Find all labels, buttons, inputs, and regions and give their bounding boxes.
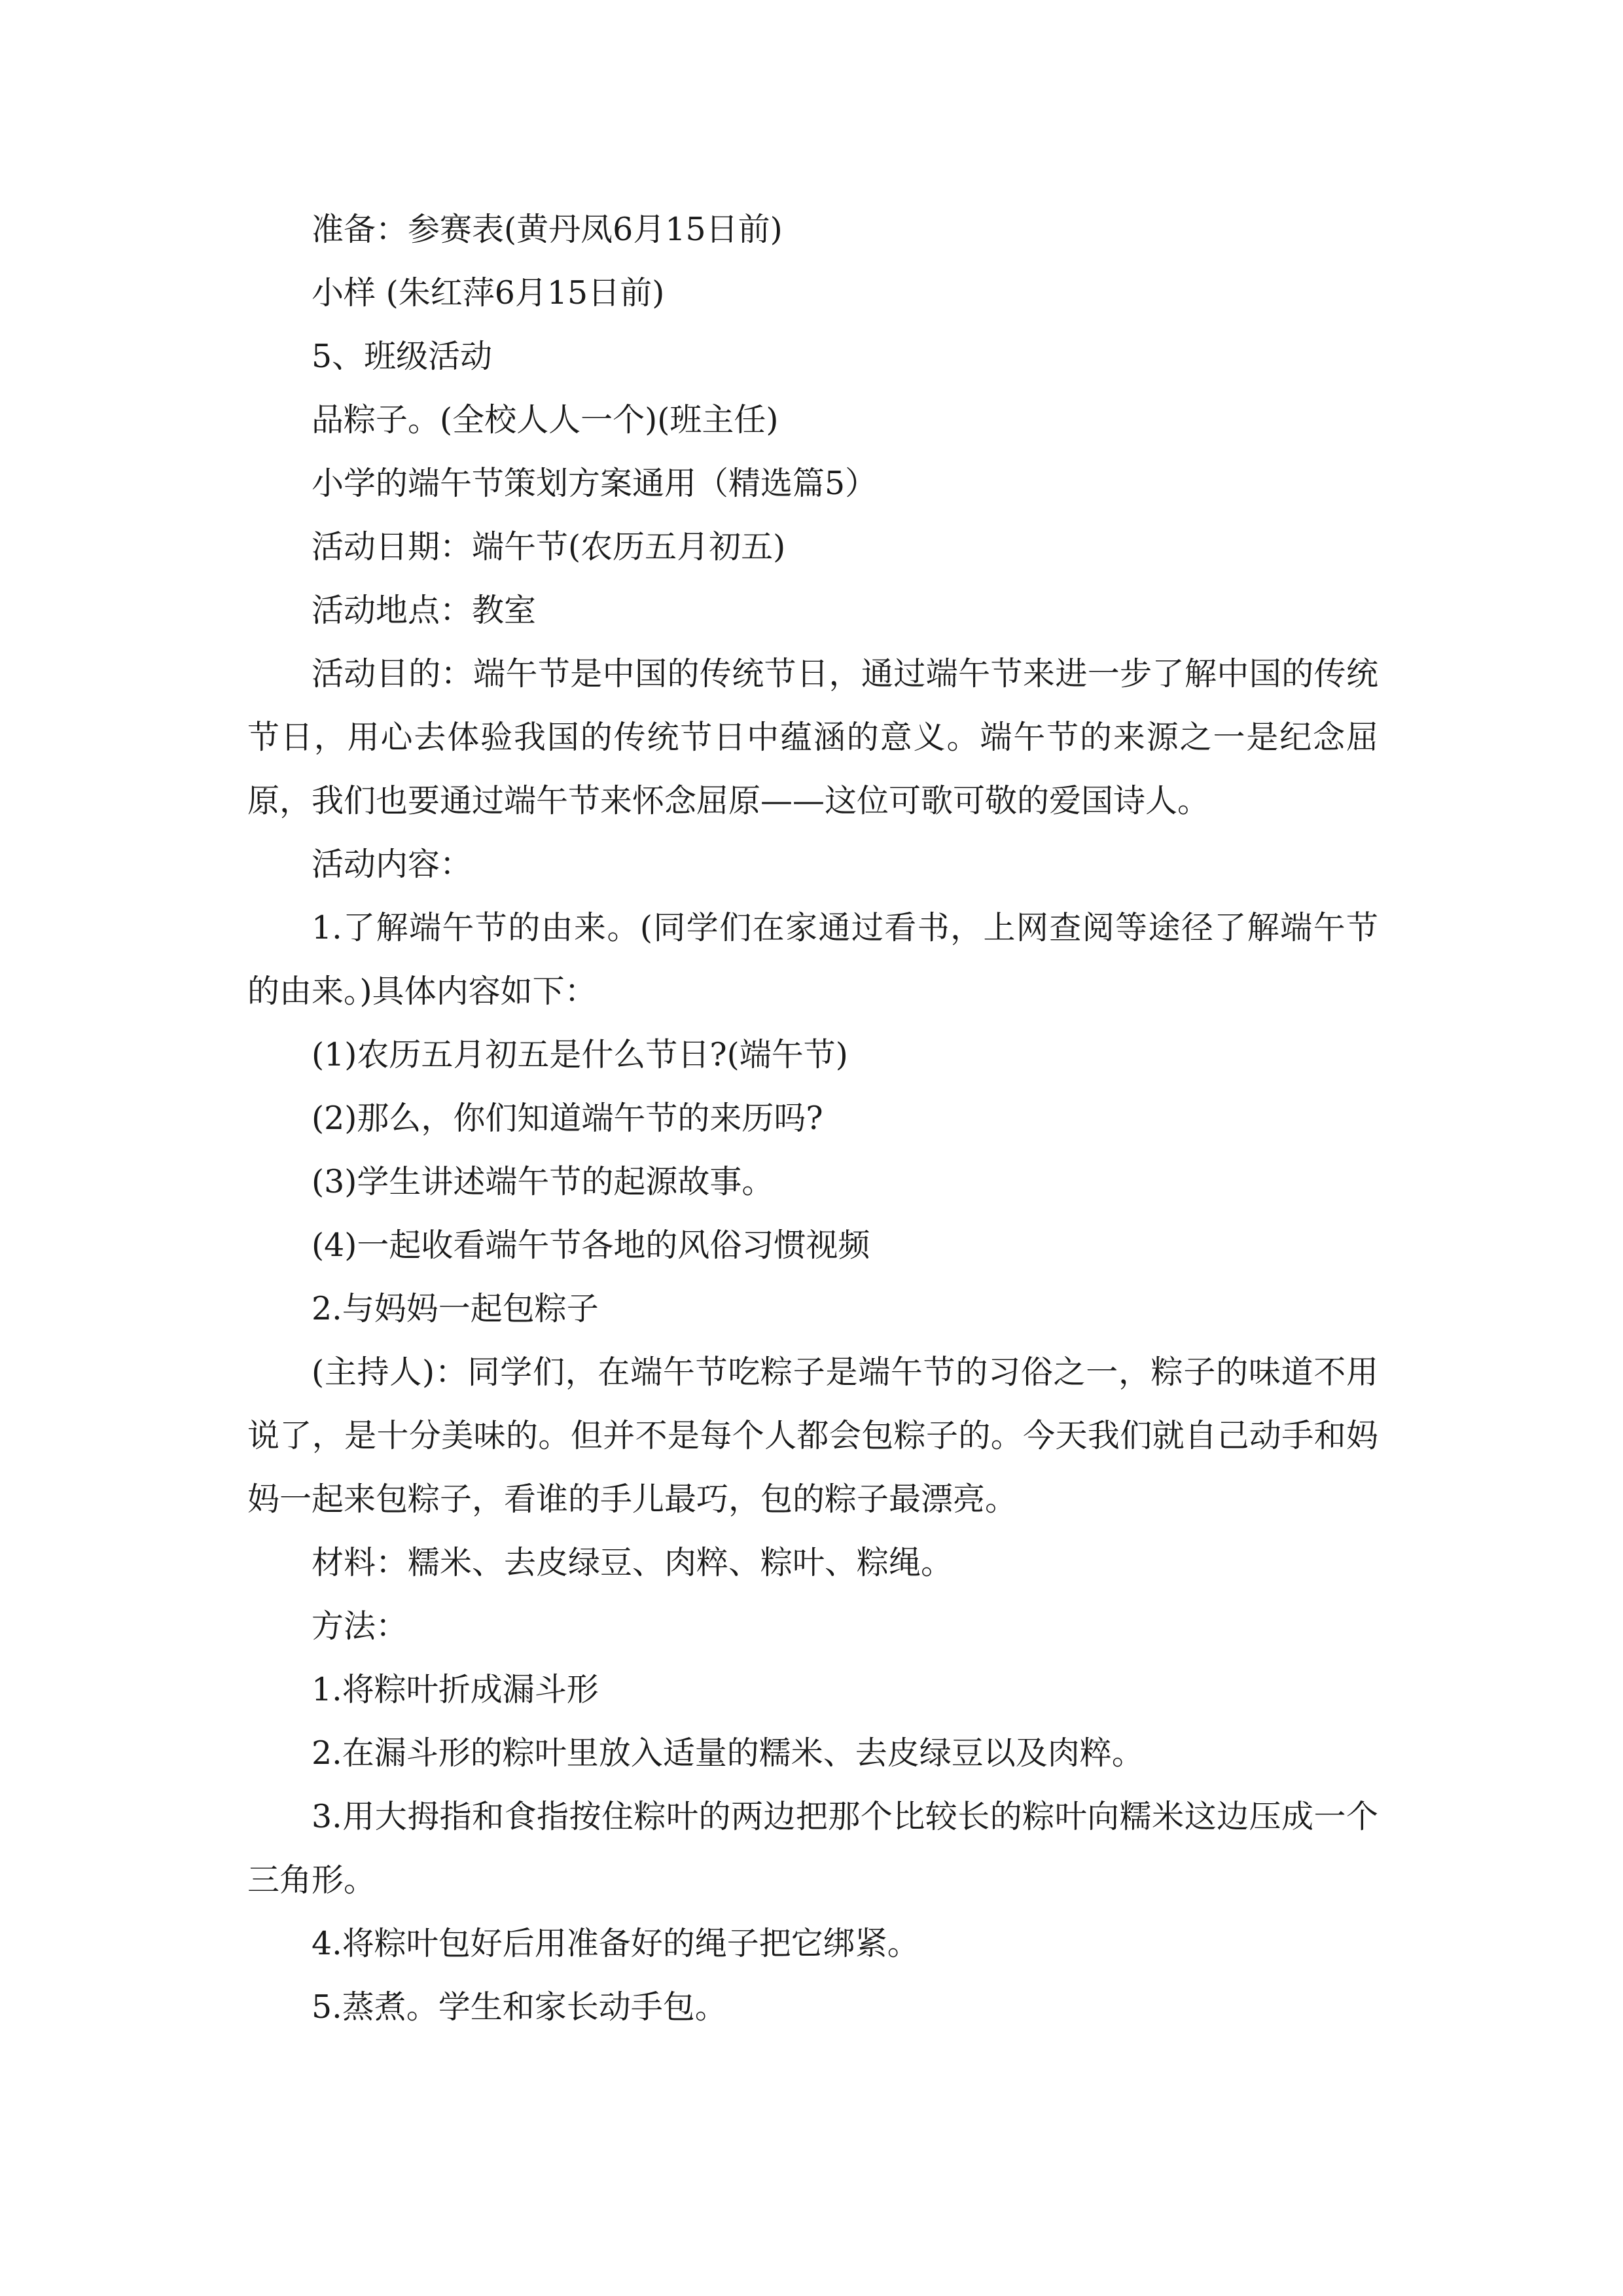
paragraph-class-activity: 5、班级活动 bbox=[312, 338, 493, 375]
paragraph-materials: 材料：糯米、去皮绿豆、肉粹、粽叶、粽绳。 bbox=[312, 1544, 954, 1581]
document-body bbox=[247, 198, 1378, 2039]
list-item: 4.将粽叶包好后用准备好的绳子把它绑紧。 bbox=[312, 1925, 919, 1962]
list-item: (2)那么，你们知道端午节的来历吗? bbox=[312, 1100, 823, 1137]
list-item: (3)学生讲述端午节的起源故事。 bbox=[312, 1163, 774, 1200]
paragraph-host-speech: (主持人)：同学们，在端午节吃粽子是端午节的习俗之一，粽子的味道不用说了，是十分美味的。但并不是每个人都会包粽子的。今天我们就自己动手和妈妈一起来包粽子，看谁的手儿最巧，包的粽子最漂亮。 bbox=[247, 1354, 1378, 1518]
paragraph-activity-date: 活动日期：端午节(农历五月初五) bbox=[312, 528, 786, 565]
list-item: 2.在漏斗形的粽叶里放入适量的糯米、去皮绿豆以及肉粹。 bbox=[312, 1734, 1144, 1772]
paragraph-activity-content: 活动内容： bbox=[312, 846, 473, 883]
paragraph-method: 方法： bbox=[312, 1607, 408, 1645]
paragraph-prep-form: 准备：参赛表(黄丹凤6月15日前) bbox=[312, 211, 783, 248]
list-item: 5.蒸煮。学生和家长动手包。 bbox=[312, 1988, 727, 2026]
section-heading: 小学的端午节策划方案通用（精选篇5） bbox=[312, 465, 878, 502]
paragraph-activity-purpose: 活动目的：端午节是中国的传统节日，通过端午节来进一步了解中国的传统节日，用心去体验我国的传统节日中蕴涵的意义。端午节的来源之一是纪念屈原，我们也要通过端午节来怀念屈原——这位可歌可敬的爱国诗人。 bbox=[247, 655, 1378, 819]
list-item: 3.用大拇指和食指按住粽叶的两边把那个比较长的粽叶向糯米这边压成一个三角形。 bbox=[247, 1798, 1378, 1899]
paragraph-activity-location: 活动地点：教室 bbox=[312, 592, 537, 629]
paragraph-taste-zongzi: 品粽子。(全校人人一个)(班主任) bbox=[312, 401, 779, 439]
list-item: (1)农历五月初五是什么节日?(端午节) bbox=[312, 1036, 848, 1073]
paragraph-make-zongzi: 2.与妈妈一起包粽子 bbox=[312, 1290, 599, 1327]
paragraph-learn-origin: 1.了解端午节的由来。(同学们在家通过看书，上网查阅等途径了解端午节的由来。)具体内容如下： bbox=[247, 909, 1378, 1010]
list-item: (4)一起收看端午节各地的风俗习惯视频 bbox=[312, 1227, 870, 1264]
list-item: 1.将粽叶折成漏斗形 bbox=[312, 1671, 599, 1708]
paragraph-prep-sample: 小样 (朱红萍6月15日前) bbox=[312, 274, 665, 312]
